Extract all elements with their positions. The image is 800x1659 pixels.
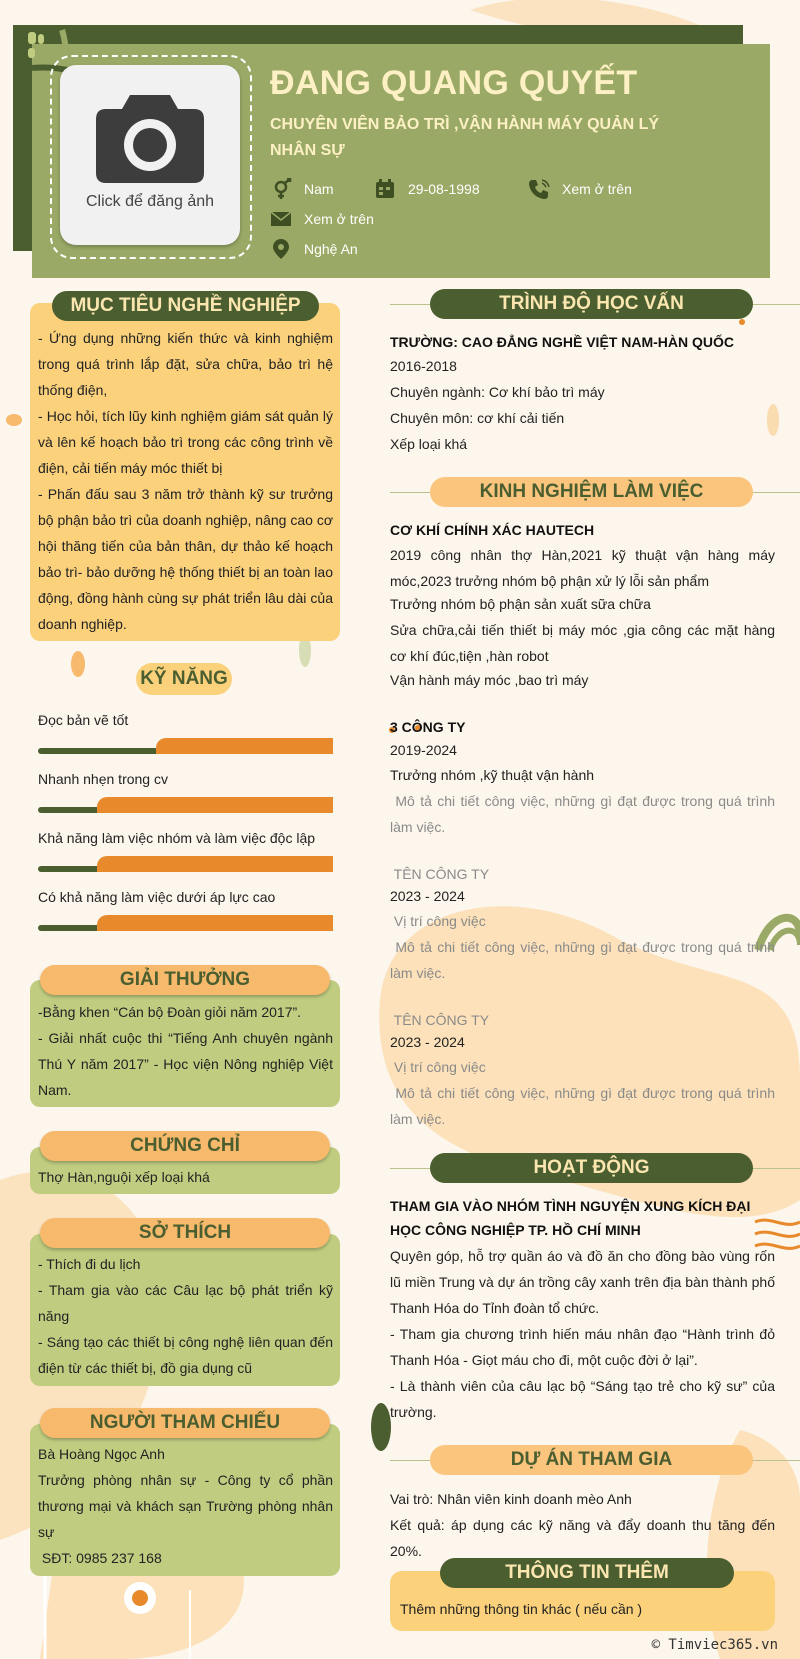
job-years: 2023 - 2024	[390, 888, 465, 904]
avatar-upload[interactable]	[60, 65, 240, 245]
projects-role: Vai trò: Nhân viên kinh doanh mèo Anh	[390, 1491, 632, 1507]
education-title: TRÌNH ĐỘ HỌC VẤN	[430, 289, 753, 319]
hobbies-title: SỞ THÍCH	[40, 1218, 330, 1248]
experience-title: KINH NGHIỆM LÀM VIỆC	[430, 477, 753, 507]
job-role: Trưởng nhóm ,kỹ thuật vận hành	[390, 767, 595, 783]
job-desc: Mô tả chi tiết công việc, những gì đạt được trong quá trình làm việc.	[390, 939, 779, 981]
more-info-title: THÔNG TIN THÊM	[440, 1558, 734, 1588]
projects-result: Kết quả: áp dụng các kỹ năng và đẩy doanh thu tăng đến 20%.	[390, 1517, 775, 1559]
job-line: Sửa chữa,cải tiến thiết bị máy móc ,gia công các mặt hàng cơ khí đúc,tiện ,hàn robot	[390, 622, 775, 664]
skill-bar	[38, 807, 333, 813]
job-years: 2019-2024	[390, 742, 457, 758]
birthday-field	[374, 178, 480, 200]
job-role: Vị trí công việc	[390, 1059, 486, 1075]
objective-text: - Ứng dụng những kiến thức và kinh nghiệm trong quá trình lắp đặt, sửa chữa, bảo trì hệ thống điện, - Học hỏi, tích lũy kinh nghiệm giám sát quản lý và lên kế hoạch bảo trì trong các công trình về điện, cải tiến máy móc thiết bị - Phấn đấu sau 3 năm trở thành kỹ sư trưởng bộ phận bảo trì của doanh nghiệp, nâng cao cơ hội thăng tiến của bản thân, dự thảo kế hoạch bảo trì- bảo dưỡng hệ thống thiết bị an toàn lao động, đồng hành cùng sự phát triển lâu dài của doanh nghiệp.	[38, 330, 333, 632]
education-specialty: Chuyên môn: cơ khí cải tiến	[390, 410, 565, 426]
references-phone: SĐT: 0985 237 168	[38, 1550, 162, 1566]
skill-bar-fill	[97, 915, 333, 931]
skill-bar-fill	[156, 738, 333, 754]
references-title: NGƯỜI THAM CHIẾU	[40, 1408, 330, 1438]
job-line: Trưởng nhóm bộ phận sản xuất sữa chữa	[390, 596, 651, 612]
address-field	[270, 238, 358, 260]
education-major: Chuyên ngành: Cơ khí bảo trì máy	[390, 384, 605, 400]
more-info-text: Thêm những thông tin khác ( nếu cần )	[400, 1601, 643, 1617]
activities-heading: THAM GIA VÀO NHÓM TÌNH NGUYỆN XUNG KÍCH ĐẠI HỌC CÔNG NGHIỆP TP. HỒ CHÍ MINH	[390, 1198, 751, 1238]
objective-title: MỤC TIÊU NGHỀ NGHIỆP	[52, 291, 319, 321]
camera-icon	[96, 87, 204, 183]
projects-title: DỰ ÁN THAM GIA	[430, 1445, 753, 1475]
job-desc: Mô tả chi tiết công việc, những gì đạt được trong quá trình làm việc.	[390, 1085, 779, 1127]
skill-bar	[38, 748, 333, 754]
certificates-text: Thợ Hàn,nguội xếp loại khá	[38, 1169, 210, 1185]
footer-watermark: © Timviec365.vn	[651, 1637, 778, 1653]
job-years: 2023 - 2024	[390, 1034, 465, 1050]
skill-bar-fill	[97, 797, 333, 813]
awards-text: -Bằng khen “Cán bộ Đoàn giỏi năm 2017”. - Giải nhất cuộc thi “Tiếng Anh chuyên ngành Thú Y năm 2017” - Học viện Nông nghiệp Việt Nam.	[38, 1004, 333, 1098]
photo-caption: Click để đăng ảnh	[85, 193, 215, 210]
job-company: TÊN CÔNG TY	[390, 1012, 490, 1028]
gender-value: Nam	[304, 181, 334, 197]
references-name: Bà Hoàng Ngọc Anh	[38, 1446, 165, 1462]
skills-title: KỸ NĂNG	[136, 663, 232, 695]
phone-icon	[528, 178, 550, 200]
activities-text: Quyên góp, hỗ trợ quần áo và đồ ăn cho đồng bào vùng rốn lũ miền Trung và dự án trồng cây xanh trên địa bàn thành phố Thanh Hóa do Tỉnh đoàn tổ chức. - Tham gia chương trình hiến máu nhân đạo “Hành trình đỏ Thanh Hóa - Giọt máu cho đi, một cuộc đời ở lại”. - Là thành viên của câu lạc bộ “Sáng tạo trẻ cho kỹ sư” của trường.	[390, 1248, 775, 1420]
awards-title: GIẢI THƯỞNG	[40, 965, 330, 995]
gender-icon	[270, 178, 292, 200]
candidate-name: ĐANG QUANG QUYẾT	[270, 64, 638, 102]
job-line: 2019 công nhân thợ Hàn,2021 kỹ thuật vận hàng máy móc,2023 trưởng nhóm bộ phận xử lý lỗi sản phẩm	[390, 547, 775, 589]
email-field	[270, 208, 374, 230]
mail-icon	[270, 208, 292, 230]
phone-value: Xem ở trên	[562, 181, 632, 197]
skill-label: Nhanh nhẹn trong cv	[38, 771, 168, 787]
job-company: 3 CÔNG TY	[390, 719, 466, 735]
skill-bar	[38, 925, 333, 931]
education-school: TRƯỜNG: CAO ĐẲNG NGHỀ VIỆT NAM-HÀN QUỐC	[390, 334, 734, 350]
skill-bar-fill	[97, 856, 333, 872]
job-desc: Mô tả chi tiết công việc, những gì đạt được trong quá trình làm việc.	[390, 793, 779, 835]
email-value: Xem ở trên	[304, 211, 374, 227]
job-company: TÊN CÔNG TY	[390, 866, 490, 882]
phone-field	[528, 178, 632, 200]
education-grade: Xếp loại khá	[390, 436, 468, 452]
skill-label: Khả năng làm việc nhóm và làm việc độc lập	[38, 830, 316, 846]
candidate-position: CHUYÊN VIÊN BẢO TRÌ ,VẬN HÀNH MÁY QUẢN LÝ NHÂN SỰ	[270, 116, 660, 159]
skill-label: Có khả năng làm việc dưới áp lực cao	[38, 889, 276, 905]
references-role: Trưởng phòng nhân sự - Công ty cổ phần thương mại và khách sạn Trường phòng nhân sự	[38, 1472, 333, 1540]
job-role: Vị trí công việc	[390, 913, 486, 929]
job-company: CƠ KHÍ CHÍNH XÁC HAUTECH	[390, 522, 595, 538]
activities-title: HOẠT ĐỘNG	[430, 1153, 753, 1183]
skill-bar	[38, 866, 333, 872]
birthday-value: 29-08-1998	[408, 181, 480, 197]
gender-field	[270, 178, 334, 200]
calendar-icon	[374, 178, 396, 200]
education-years: 2016-2018	[390, 358, 457, 374]
skill-label: Đọc bản vẽ tốt	[38, 712, 129, 728]
location-icon	[270, 238, 292, 260]
address-value: Nghệ An	[304, 241, 358, 257]
job-line: Vận hành máy móc ,bao trì máy	[390, 672, 589, 688]
certificates-title: CHỨNG CHỈ	[40, 1131, 330, 1161]
hobbies-text: - Thích đi du lịch - Tham gia vào các Câu lạc bộ phát triển kỹ năng - Sáng tạo các thiết bị công nghệ liên quan đến điện từ các thiết bị, đồ gia dụng cũ	[38, 1256, 333, 1376]
